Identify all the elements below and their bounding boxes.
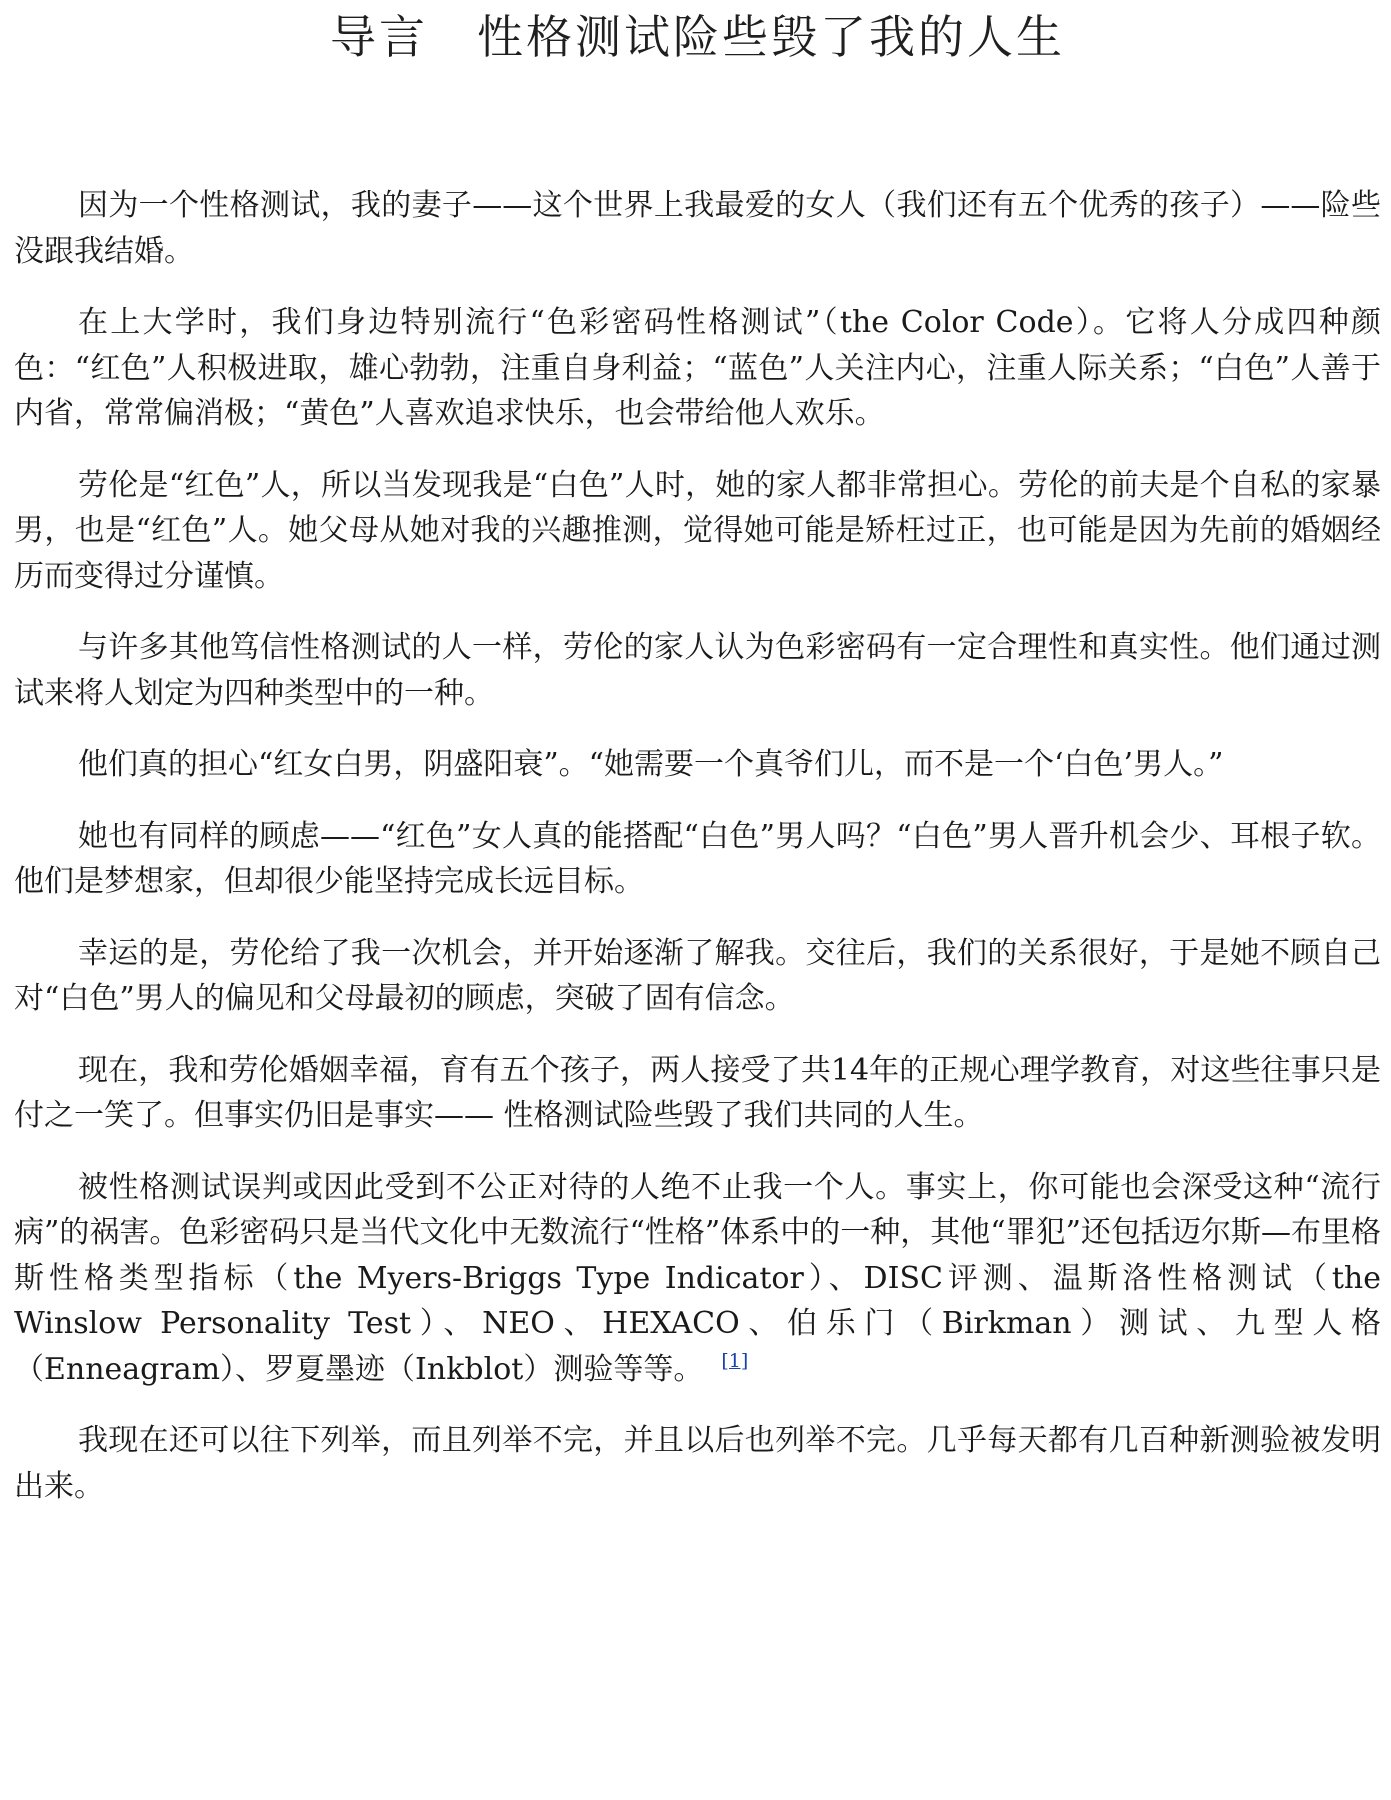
paragraph-8: 现在，我和劳伦婚姻幸福，育有五个孩子，两人接受了共14年的正规心理学教育，对这些往事只是付之一笑了。但事实仍旧是事实—— 性格测试险些毁了我们共同的人生。 <box>14 1052 1381 1133</box>
paragraph-9 <box>14 1165 1381 1393</box>
paragraph-3: 劳伦是“红色”人，所以当发现我是“白色”人时，她的家人都非常担心。劳伦的前夫是个自私的家暴男，也是“红色”人。她父母从她对我的兴趣推测，觉得她可能是矫枉过正，也可能是因为先前的婚姻经历而变得过分谨慎。 <box>14 467 1381 594</box>
paragraph-6: 她也有同样的顾虑——“红色”女人真的能搭配“白色”男人吗？“白色”男人晋升机会少、耳根子软。他们是梦想家，但却很少能坚持完成长远目标。 <box>14 818 1381 899</box>
footnote-link[interactable]: [1] <box>721 1349 749 1372</box>
body-text <box>14 183 1381 1509</box>
chapter-title: 导言 性格测试险些毁了我的人生 <box>330 10 1065 64</box>
paragraph-5: 他们真的担心“红女白男，阴盛阳衰”。“她需要一个真爷们儿，而不是一个‘白色’男人。” <box>78 747 1224 782</box>
paragraph-2: 在上大学时，我们身边特别流行“色彩密码性格测试”（the Color Code）。它将人分成四种颜色：“红色”人积极进取，雄心勃勃，注重自身利益；“蓝色”人关注内心，注重人际关系；“白色”人善于内省，常常偏消极；“黄色”人喜欢追求快乐，也会带给他人欢乐。 <box>14 305 1381 431</box>
paragraph-9-text: 被性格测试误判或因此受到不公正对待的人绝不止我一个人。事实上，你可能也会深受这种“流行病”的祸害。色彩密码只是当代文化中无数流行“性格”体系中的一种，其他“罪犯”还包括迈尔斯—布里格斯性格类型指标（the Myers-Briggs Type Indicator）、DISC评测、温斯洛性格测试（the Winslow Personality Test）、NEO、HEXACO、伯乐门（Birkman）测试、九型人格（Enneagram）、罗夏墨迹（Inkblot）测验等等。 <box>14 1169 1381 1387</box>
paragraph-10: 我现在还可以往下列举，而且列举不完，并且以后也列举不完。几乎每天都有几百种新测验被发明出来。 <box>14 1423 1381 1504</box>
paragraph-7: 幸运的是，劳伦给了我一次机会，并开始逐渐了解我。交往后，我们的关系很好，于是她不顾自己对“白色”男人的偏见和父母最初的顾虑，突破了固有信念。 <box>14 935 1381 1016</box>
paragraph-4: 与许多其他笃信性格测试的人一样，劳伦的家人认为色彩密码有一定合理性和真实性。他们通过测试来将人划定为四种类型中的一种。 <box>14 630 1381 711</box>
paragraph-1: 因为一个性格测试，我的妻子——这个世界上我最爱的女人（我们还有五个优秀的孩子）——险些没跟我结婚。 <box>14 188 1381 269</box>
